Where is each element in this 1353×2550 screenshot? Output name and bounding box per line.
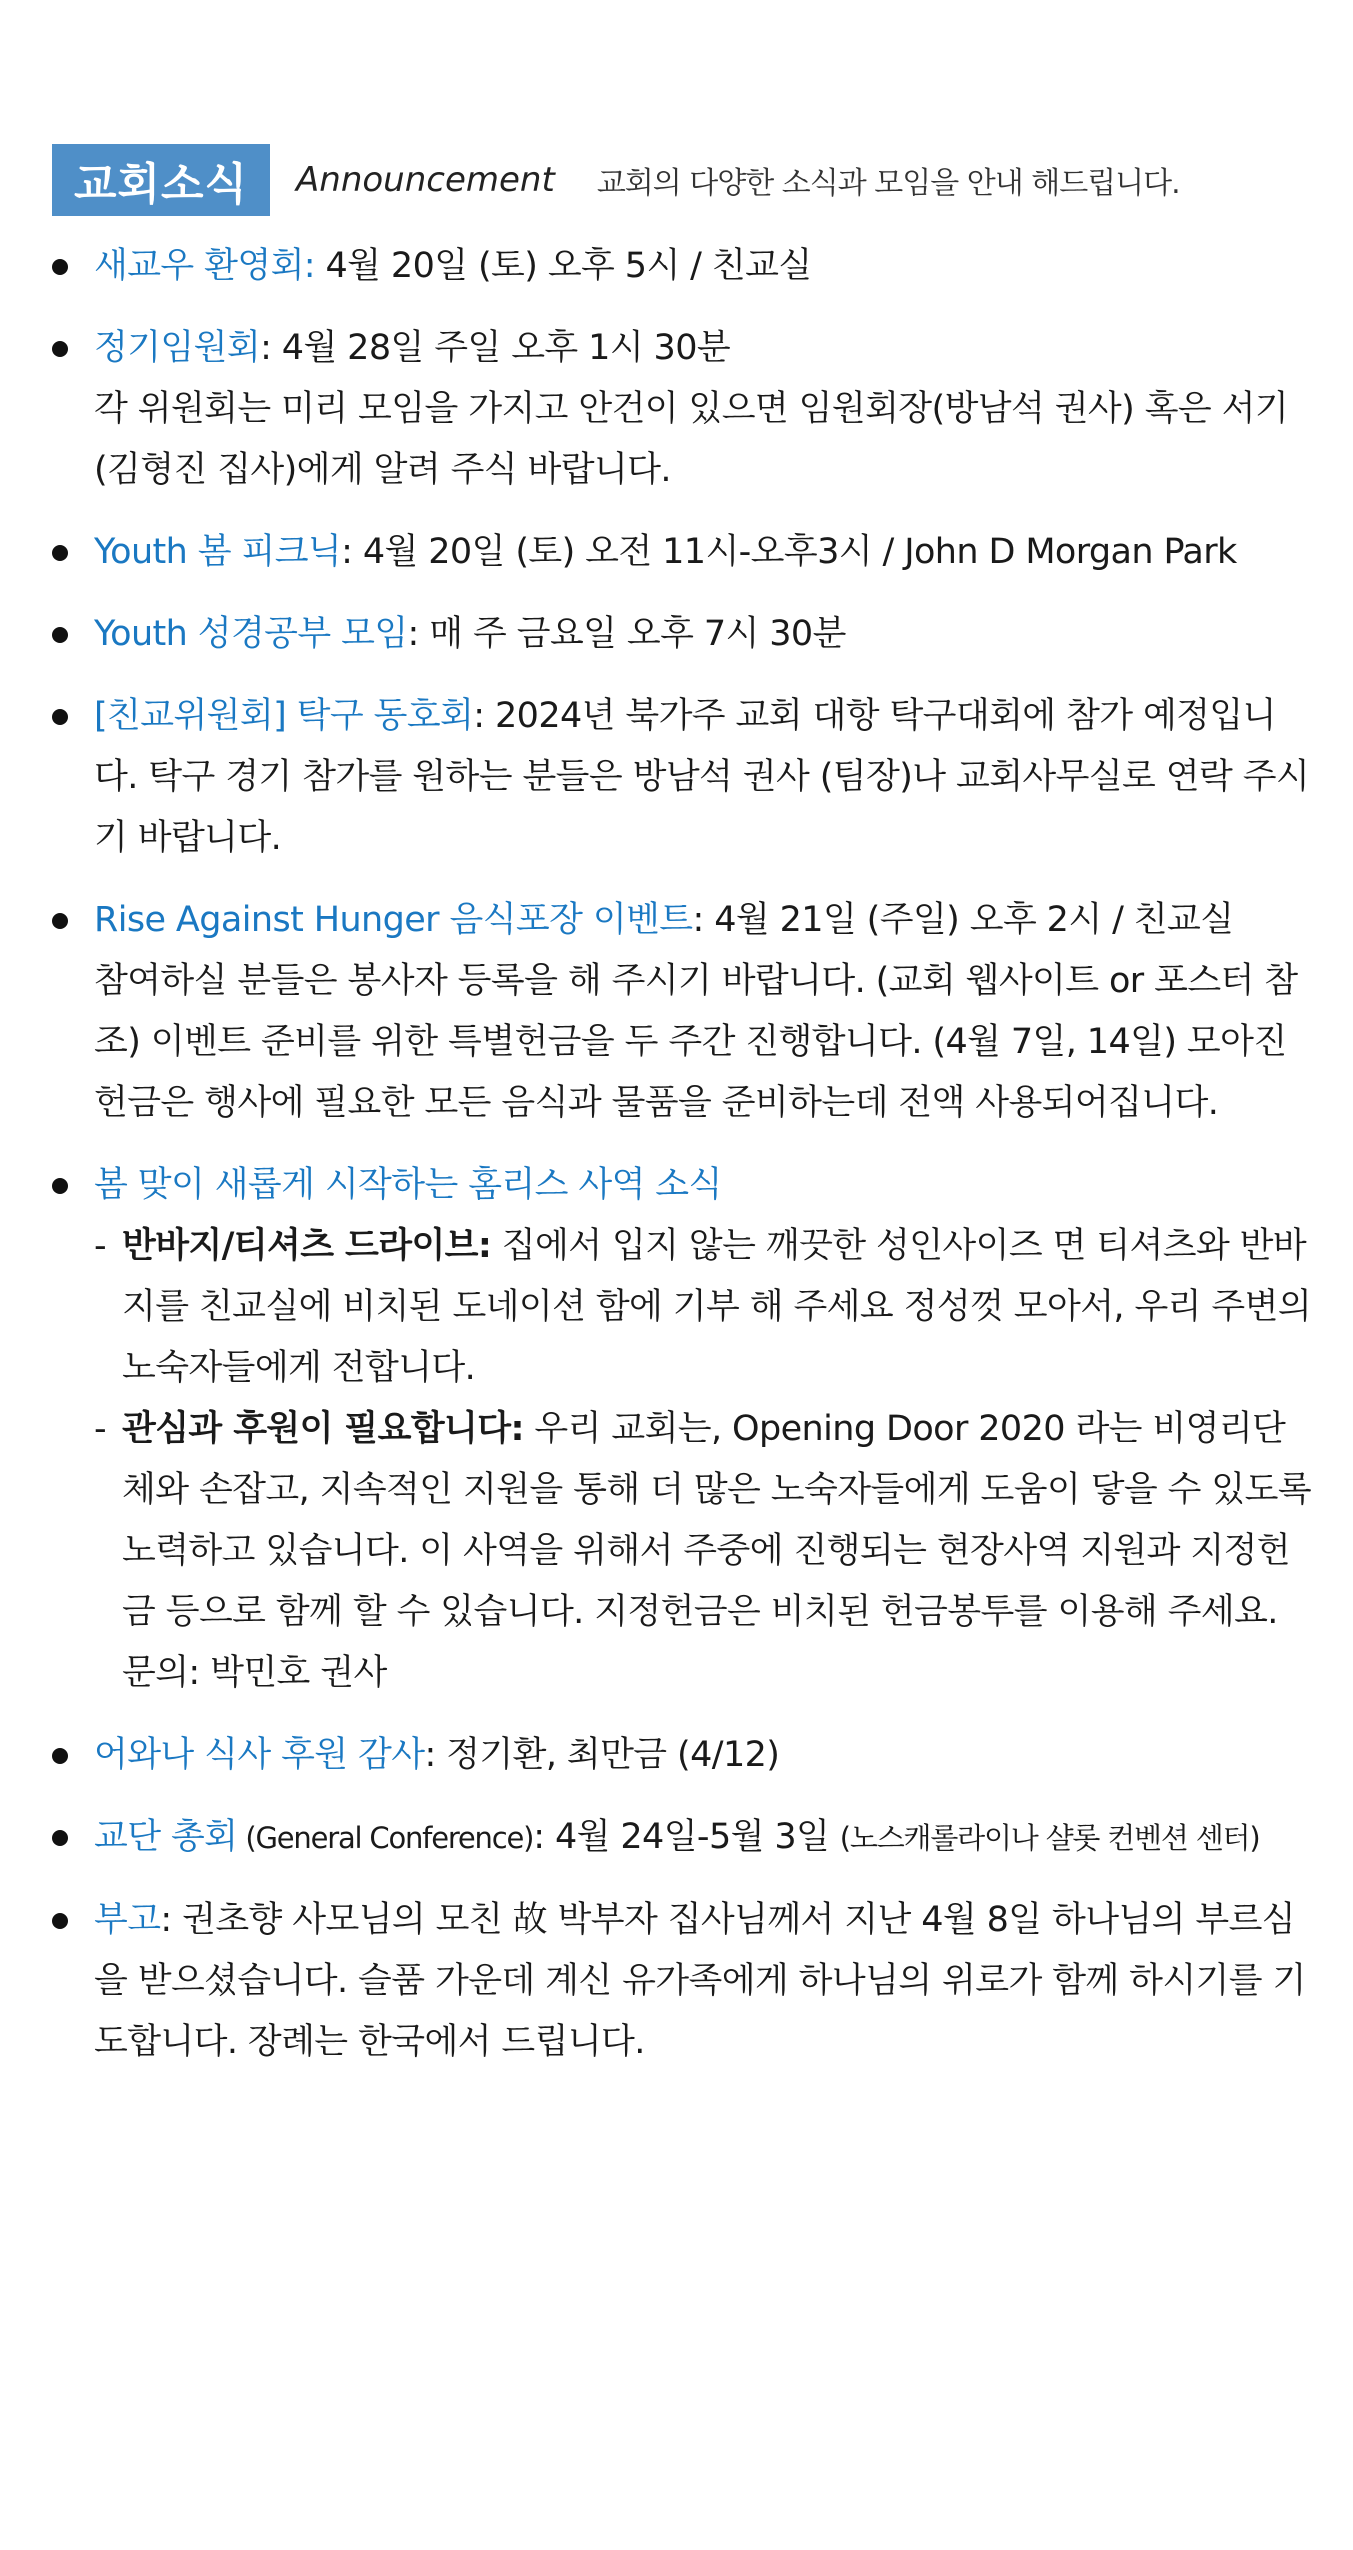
item-location: (노스캐롤라이나 샬롯 컨벤션 센터) — [839, 1821, 1260, 1855]
item-keyword: [친교위원회] 탁구 동호회 — [94, 696, 474, 736]
bullet-icon — [52, 709, 68, 725]
list-item — [48, 1725, 1318, 1786]
header-subtitle: 교회의 다양한 소식과 모임을 안내 해드립니다. — [596, 166, 1180, 201]
item-keyword: Youth 성경공부 모임 — [94, 614, 408, 654]
list-item — [48, 522, 1318, 583]
bullet-icon — [52, 1178, 68, 1194]
item-text: : 2024년 북가주 교회 대항 탁구대회에 참가 예정입니다. 탁구 경기 참가를 원하는 분들은 방남석 권사 (팀장)나 교회사무실로 연락 주시기 바랍니다. — [94, 696, 1310, 858]
bullet-icon — [52, 1830, 68, 1846]
sub-item — [94, 1399, 1318, 1704]
sub-item-title: 관심과 후원이 필요합니다: — [122, 1409, 524, 1449]
item-text: : 4월 21일 (주일) 오후 2시 / 친교실 — [692, 900, 1234, 940]
bullet-icon — [52, 913, 68, 929]
header-title-en: Announcement — [296, 160, 555, 200]
bullet-icon — [52, 627, 68, 643]
list-item — [48, 890, 1318, 1134]
item-detail: 참여하실 분들은 봉사자 등록을 해 주시기 바랍니다. (교회 웹사이트 or 포스터 참조) 이벤트 준비를 위한 특별헌금을 두 주간 진행합니다. (4월 7일, 14일) 모아진 헌금은 행사에 필요한 모든 음식과 물품을 준비하는데 전액 사용되어집니다. — [94, 961, 1298, 1123]
item-text: : 권초향 사모님의 모친 故 박부자 집사님께서 지난 4월 8일 하나님의 부르심을 받으셨습니다. 슬품 가운데 계신 유가족에게 하나님의 위로가 함께 하시기를 기도합니다. 장례는 한국에서 드립니다. — [94, 1900, 1306, 2062]
item-keyword: 새교우 환영회: — [94, 246, 315, 286]
item-keyword: Youth 봄 피크닉 — [94, 532, 342, 572]
bullet-icon — [52, 341, 68, 357]
list-item — [48, 686, 1318, 869]
bullet-icon — [52, 259, 68, 275]
item-keyword: Rise Against Hunger 음식포장 이벤트 — [94, 900, 693, 940]
item-text: : 4월 24일-5월 3일 — [533, 1817, 840, 1857]
item-text: 4월 20일 (토) 오후 5시 / 친교실 — [314, 246, 812, 286]
item-text: : 정기환, 최만금 (4/12) — [424, 1735, 780, 1775]
list-item — [48, 1155, 1318, 1704]
item-keyword: 정기임원회 — [94, 328, 261, 368]
dash-marker: - — [94, 1409, 107, 1449]
item-text: : 4월 28일 주일 오후 1시 30분 — [260, 328, 731, 368]
dash-marker: - — [94, 1226, 107, 1266]
sub-item — [94, 1216, 1318, 1399]
sub-item-text: 우리 교회는, Opening Door 2020 라는 비영리단체와 손잡고, 지속적인 지원을 통해 더 많은 노숙자들에게 도움이 닿을 수 있도록 노력하고 있습니다. 이 사역을 위해서 주중에 진행되는 현장사역 지원과 지정헌금 등으로 함께 할 수 있습니다. 지정헌금은 비치된 헌금봉투를 이용해 주세요. 문의: 박민호 권사 — [122, 1409, 1312, 1693]
item-detail: 각 위원회는 미리 모임을 가지고 안건이 있으면 임원회장(방남석 권사) 혹은 서기(김형진 집사)에게 알려 주식 바랍니다. — [94, 389, 1289, 490]
item-text: : 매 주 금요일 오후 7시 30분 — [407, 614, 846, 654]
announcement-list — [48, 236, 1318, 2094]
item-keyword: 교단 총회 — [94, 1817, 238, 1857]
sub-item-text: 집에서 입지 않는 깨끗한 성인사이즈 면 티셔츠와 반바지를 친교실에 비치된 도네이션 함에 기부 해 주세요 정성껏 모아서, 우리 주변의 노숙자들에게 전합니다. — [122, 1226, 1312, 1388]
item-keyword: 봄 맞이 새롭게 시작하는 홈리스 사역 소식 — [94, 1165, 722, 1205]
list-item — [48, 318, 1318, 501]
header-title: 교회소식 — [52, 144, 270, 216]
list-item — [48, 236, 1318, 297]
bullet-icon — [52, 1913, 68, 1929]
item-note: (General Conference) — [237, 1821, 534, 1855]
item-text: : 4월 20일 (토) 오전 11시-오후3시 / John D Morgan Park — [341, 532, 1237, 572]
list-item — [48, 1807, 1318, 1869]
item-keyword: 부고 — [94, 1900, 161, 1940]
announcement-header — [52, 143, 1180, 217]
item-keyword: 어와나 식사 후원 감사 — [94, 1735, 425, 1775]
bullet-icon — [52, 545, 68, 561]
list-item — [48, 604, 1318, 665]
bullet-icon — [52, 1748, 68, 1764]
list-item — [48, 1890, 1318, 2073]
sub-item-title: 반바지/티셔츠 드라이브: — [122, 1226, 492, 1266]
